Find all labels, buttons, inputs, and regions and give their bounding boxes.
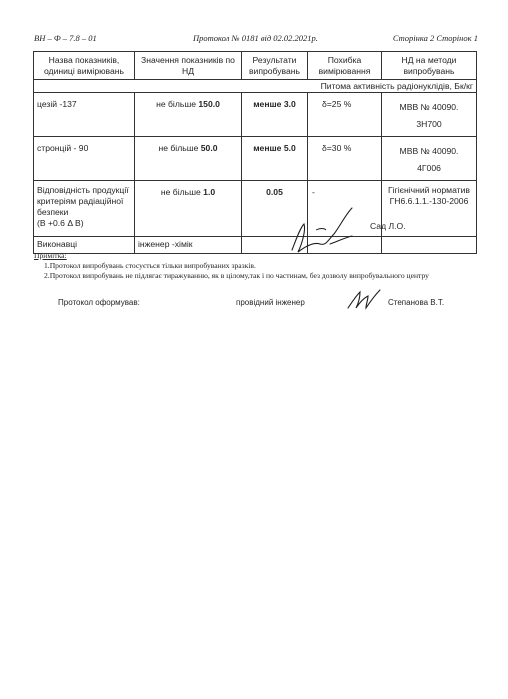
signatory-name: Сад Л.О. [370,221,406,231]
results-table [33,51,477,254]
engineer-signature [344,286,384,312]
performers-label: Виконавці [34,237,135,254]
method-cell: МВВ № 40090. 3Н700 [382,93,477,137]
column-header: Результати випробувань [242,52,308,80]
error-cell: δ=25 % [308,93,382,137]
indicator-name: цезій -137 [34,93,135,137]
norm-value-cell: не більше 50.0 [135,137,242,181]
indicator-name: Відповідність продукції критеріям радіаційної безпеки (В +0.6 Δ В) [34,181,135,237]
notes-title: Примітка: [34,251,67,260]
protocol-number: Протокол № 0181 від 02.02.2021р. [193,33,318,43]
method-cell: Гігієнічний норматив ГН6.6.1.1.-130-2006 [382,181,477,237]
lead-engineer-name: Степанова В.Т. [388,298,445,307]
subheader-cell: Питома активність радіонуклідів, Бк/кг [34,80,477,93]
column-header: Назва показників, одиниці вимірювань [34,52,135,80]
engineer-role: інженер -хімік [135,237,242,254]
table-row [34,181,477,237]
result-cell: 0.05 [242,181,308,237]
table-row [34,93,477,137]
error-cell: δ=30 % [308,137,382,181]
note-item: 2.Протокол випробувань не підлягає тиражуванню, як в цілому,так і по частинам, без дозволу випробувального центру [44,271,429,280]
column-header: НД на методи випробувань [382,52,477,80]
column-header: Похибка вимірювання [308,52,382,80]
page-number: Сторінка 2 Сторінок 1 [392,33,478,43]
lead-engineer-role: провідний інженер [236,298,305,307]
error-cell: - [308,181,382,237]
table-subheader-row [34,80,477,93]
norm-value-cell: не більше 1.0 [135,181,242,237]
table-row [34,137,477,181]
prepared-by-label: Протокол оформував: [58,298,140,307]
method-cell: МВВ № 40090. 4Г006 [382,137,477,181]
table-header-row [34,52,477,80]
form-code: ВН – Ф – 7.8 – 01 [34,33,97,43]
norm-value-cell: не більше 150.0 [135,93,242,137]
notes-block [34,251,429,281]
indicator-name: стронцій - 90 [34,137,135,181]
note-item: 1.Протокол випробувань стосується тільки випробуваних зразків. [44,261,256,270]
result-cell: менше 3.0 [242,93,308,137]
result-cell: менше 5.0 [242,137,308,181]
document-header [34,33,478,47]
column-header: Значення показників по НД [135,52,242,80]
